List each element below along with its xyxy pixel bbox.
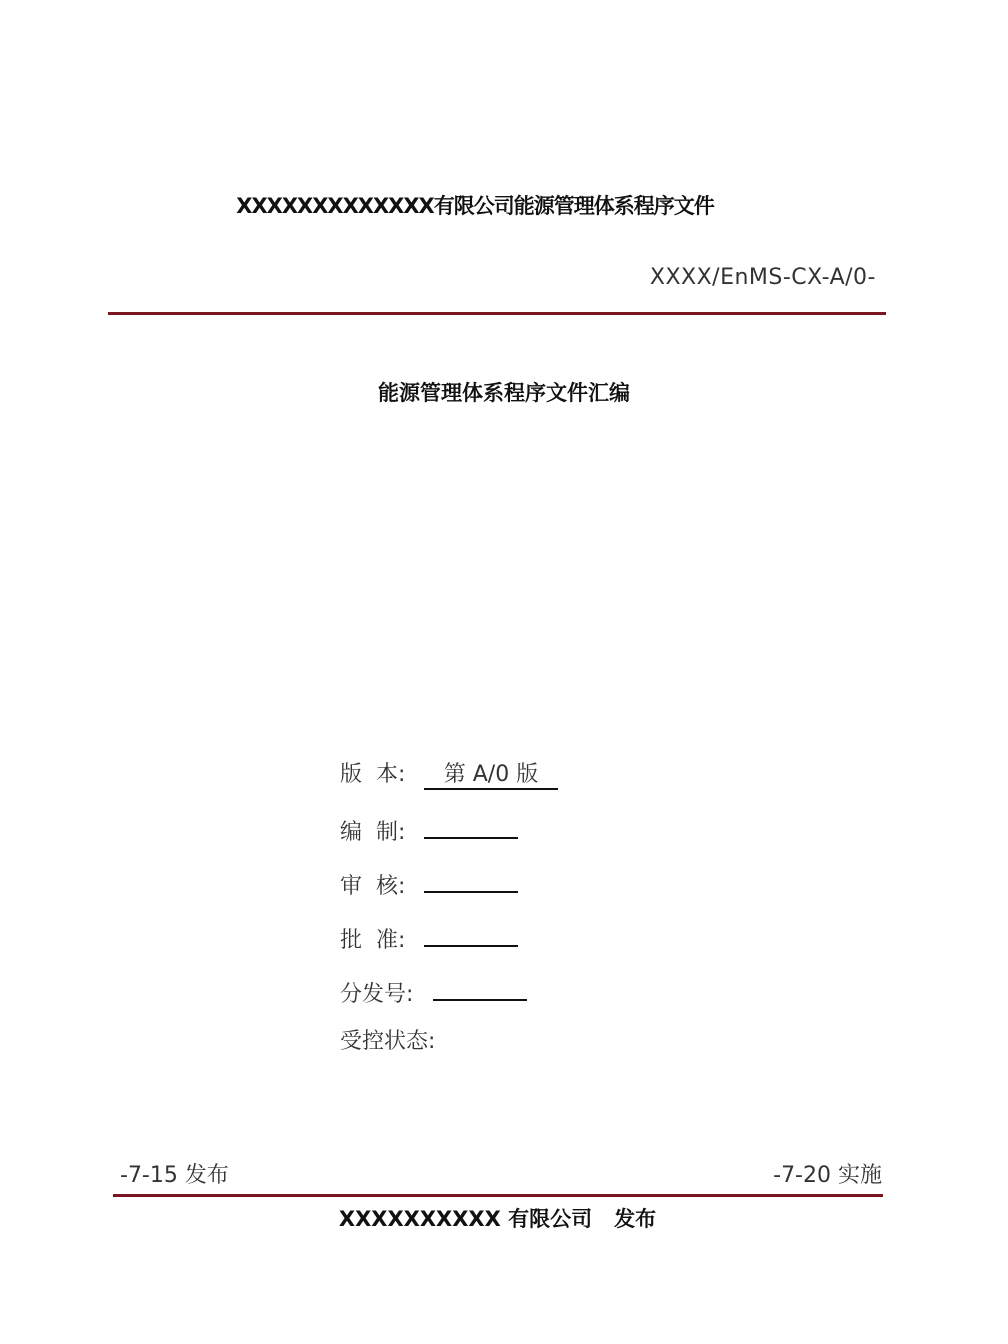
distribution-number-blank: [433, 973, 527, 1001]
header-divider: [108, 312, 886, 315]
control-status-label: 受控状态:: [340, 1029, 436, 1054]
approved-by-field: [340, 919, 518, 954]
compiled-by-blank: [424, 811, 518, 839]
company-name: XXXXXXXXXX 有限公司: [338, 1207, 593, 1231]
document-code: XXXX/EnMS-CX-A/0-: [649, 265, 876, 290]
publish-label: 发布: [614, 1207, 657, 1231]
footer-divider: [113, 1194, 883, 1197]
approved-by-blank: [424, 919, 518, 947]
compiled-by-label: 编 制:: [340, 820, 406, 845]
reviewed-by-field: [340, 865, 518, 900]
header-title: XXXXXXXXXXXXX有限公司能源管理体系程序文件: [236, 194, 714, 218]
company-footer: [0, 1203, 995, 1233]
document-title: 能源管理体系程序文件汇编: [378, 381, 630, 405]
version-field: [340, 757, 558, 790]
reviewed-by-blank: [424, 865, 518, 893]
version-value: 第 A/0 版: [424, 762, 558, 790]
effective-date: -7-20 实施: [773, 1163, 882, 1188]
distribution-number-label: 分发号:: [340, 982, 414, 1007]
version-label: 版 本:: [340, 762, 406, 787]
reviewed-by-label: 审 核:: [340, 874, 406, 899]
compiled-by-field: [340, 811, 518, 846]
issue-date: -7-15 发布: [120, 1163, 229, 1188]
approved-by-label: 批 准:: [340, 928, 406, 953]
distribution-number-field: [340, 973, 527, 1008]
